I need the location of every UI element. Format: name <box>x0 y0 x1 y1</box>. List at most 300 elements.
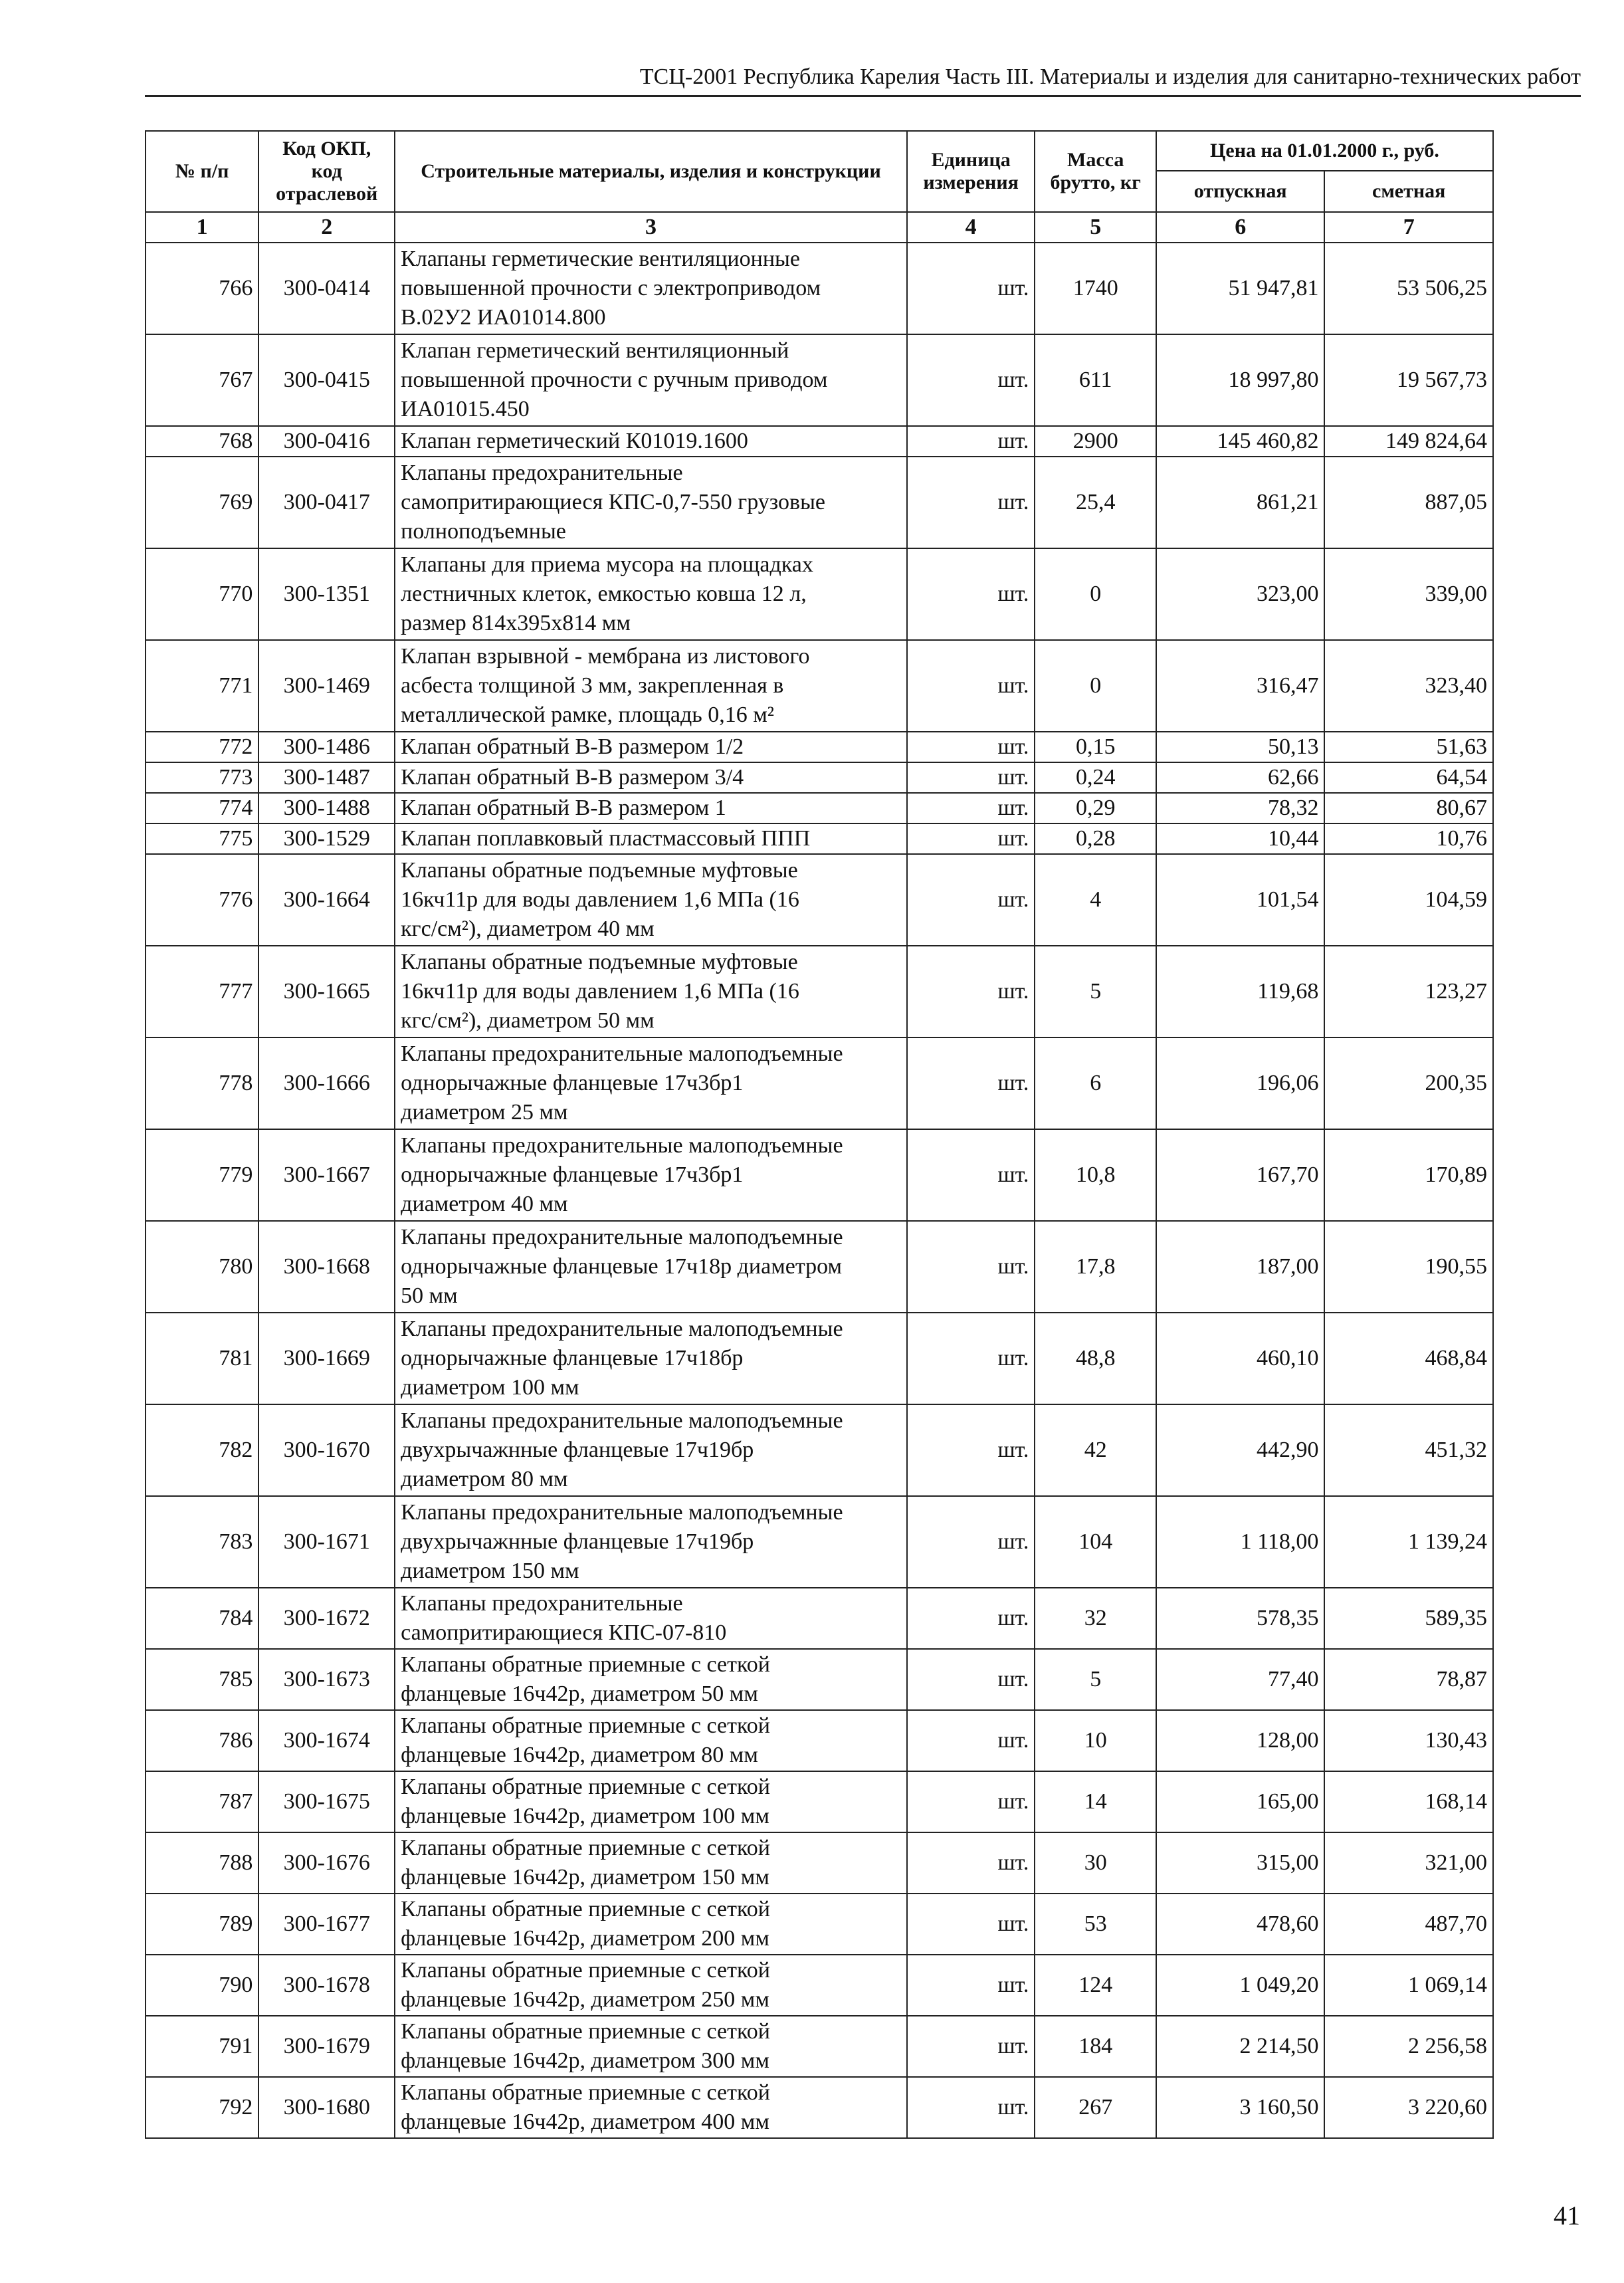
row-unit: шт. <box>907 457 1035 548</box>
row-price-estimate: 468,84 <box>1324 1313 1493 1404</box>
col-header-code-line1: Код ОКП, <box>282 138 371 160</box>
row-unit: шт. <box>907 1588 1035 1649</box>
row-mass: 32 <box>1035 1588 1156 1649</box>
row-code: 300-1668 <box>258 1221 395 1313</box>
row-mass: 48,8 <box>1035 1313 1156 1404</box>
row-price-release: 62,66 <box>1156 762 1324 793</box>
table-row <box>146 548 1493 640</box>
col-number: 4 <box>907 212 1035 243</box>
table-row <box>146 334 1493 426</box>
row-name-line: Клапаны предохранительные малоподъемные <box>401 1500 843 1525</box>
row-number: 790 <box>146 1955 258 2016</box>
row-price-release: 77,40 <box>1156 1649 1324 1710</box>
row-price-estimate: 80,67 <box>1324 793 1493 823</box>
table-row <box>146 1649 1493 1710</box>
row-price-release: 478,60 <box>1156 1894 1324 1955</box>
row-name-line: кгс/см²), диаметром 50 мм <box>401 1008 655 1033</box>
row-name <box>395 1313 907 1404</box>
row-name <box>395 946 907 1037</box>
row-unit: шт. <box>907 1894 1035 1955</box>
col-header-unit: Единица измерения <box>907 131 1035 212</box>
table-row <box>146 1710 1493 1771</box>
price-table <box>145 130 1494 2139</box>
row-price-estimate: 887,05 <box>1324 457 1493 548</box>
row-mass: 0,15 <box>1035 732 1156 762</box>
table-row <box>146 1771 1493 1832</box>
page-header <box>145 63 1581 97</box>
row-number: 788 <box>146 1832 258 1894</box>
row-name <box>395 1496 907 1588</box>
col-header-code-line2: код <box>311 160 342 182</box>
row-price-estimate: 53 506,25 <box>1324 243 1493 334</box>
row-name-line: Клапан герметический вентиляционный <box>401 338 789 363</box>
row-price-release: 3 160,50 <box>1156 2077 1324 2138</box>
row-price-estimate: 339,00 <box>1324 548 1493 640</box>
row-name <box>395 1955 907 2016</box>
row-mass: 267 <box>1035 2077 1156 2138</box>
row-price-estimate: 1 139,24 <box>1324 1496 1493 1588</box>
row-price-estimate: 123,27 <box>1324 946 1493 1037</box>
table-row <box>146 1588 1493 1649</box>
row-unit: шт. <box>907 1129 1035 1221</box>
row-mass: 5 <box>1035 1649 1156 1710</box>
row-name-line: лестничных клеток, емкостью ковша 12 л, <box>401 582 807 606</box>
row-name-line: Клапаны герметические вентиляционные <box>401 247 800 271</box>
row-code: 300-1678 <box>258 1955 395 2016</box>
row-name-line: фланцевые 16ч42р, диаметром 300 мм <box>401 2048 769 2073</box>
row-name-line: Клапаны предохранительные малоподъемные <box>401 1041 843 1066</box>
row-name <box>395 1404 907 1496</box>
row-unit: шт. <box>907 854 1035 946</box>
row-name-line: двухрычажнные фланцевые 17ч19бр <box>401 1529 754 1554</box>
row-name-line: ИА01015.450 <box>401 397 530 421</box>
col-number: 3 <box>395 212 907 243</box>
row-price-release: 167,70 <box>1156 1129 1324 1221</box>
row-unit: шт. <box>907 2016 1035 2077</box>
row-name <box>395 732 907 762</box>
table-row <box>146 1496 1493 1588</box>
row-mass: 30 <box>1035 1832 1156 1894</box>
row-price-estimate: 323,40 <box>1324 640 1493 732</box>
row-name-line: однорычажные фланцевые 17ч18бр <box>401 1346 744 1370</box>
row-price-estimate: 3 220,60 <box>1324 2077 1493 2138</box>
col-number: 2 <box>258 212 395 243</box>
row-name-line: фланцевые 16ч42р, диаметром 200 мм <box>401 1926 769 1951</box>
row-number: 771 <box>146 640 258 732</box>
row-name-line: диаметром 100 мм <box>401 1375 579 1400</box>
row-mass: 42 <box>1035 1404 1156 1496</box>
row-number: 779 <box>146 1129 258 1221</box>
row-price-release: 196,06 <box>1156 1037 1324 1129</box>
row-name-line: Клапаны обратные подъемные муфтовые <box>401 858 798 883</box>
row-number: 770 <box>146 548 258 640</box>
row-price-estimate: 1 069,14 <box>1324 1955 1493 2016</box>
row-code: 300-1671 <box>258 1496 395 1588</box>
row-unit: шт. <box>907 1496 1035 1588</box>
row-unit: шт. <box>907 426 1035 457</box>
row-unit: шт. <box>907 1313 1035 1404</box>
row-price-release: 145 460,82 <box>1156 426 1324 457</box>
row-price-estimate: 2 256,58 <box>1324 2016 1493 2077</box>
row-code: 300-1673 <box>258 1649 395 1710</box>
row-name-line: Клапаны обратные приемные с сеткой <box>401 1958 770 1983</box>
row-mass: 17,8 <box>1035 1221 1156 1313</box>
row-price-release: 119,68 <box>1156 946 1324 1037</box>
row-name-line: Клапаны предохранительные малоподъемные <box>401 1408 843 1433</box>
row-mass: 14 <box>1035 1771 1156 1832</box>
col-header-num: № п/п <box>146 131 258 212</box>
row-price-estimate: 589,35 <box>1324 1588 1493 1649</box>
col-number: 1 <box>146 212 258 243</box>
row-name <box>395 243 907 334</box>
row-name-line: Клапаны предохранительные <box>401 1591 683 1616</box>
row-name-line: Клапаны обратные приемные с сеткой <box>401 1652 770 1677</box>
row-code: 300-1679 <box>258 2016 395 2077</box>
row-price-release: 165,00 <box>1156 1771 1324 1832</box>
header-title: ТСЦ-2001 Республика Карелия Часть III. Материалы и изделия для санитарно-технических работ <box>639 64 1581 89</box>
row-name <box>395 823 907 854</box>
row-name-line: однорычажные фланцевые 17ч3бр1 <box>401 1162 744 1187</box>
row-number: 774 <box>146 793 258 823</box>
row-name-line: Клапан поплавковый пластмассовый ППП <box>401 826 811 851</box>
row-price-release: 51 947,81 <box>1156 243 1324 334</box>
row-name-line: 16кч11р для воды давлением 1,6 МПа (16 <box>401 979 799 1004</box>
row-name <box>395 1894 907 1955</box>
row-code: 300-1486 <box>258 732 395 762</box>
row-name-line: Клапаны предохранительные малоподъемные <box>401 1317 843 1341</box>
row-price-estimate: 78,87 <box>1324 1649 1493 1710</box>
row-name <box>395 762 907 793</box>
row-name-line: кгс/см²), диаметром 40 мм <box>401 917 655 941</box>
row-code: 300-1676 <box>258 1832 395 1894</box>
row-code: 300-1665 <box>258 946 395 1037</box>
row-name-line: полноподъемные <box>401 519 566 544</box>
row-price-release: 315,00 <box>1156 1832 1324 1894</box>
row-price-estimate: 190,55 <box>1324 1221 1493 1313</box>
row-name-line: металлической рамке, площадь 0,16 м² <box>401 703 774 727</box>
row-mass: 25,4 <box>1035 457 1156 548</box>
row-unit: шт. <box>907 1771 1035 1832</box>
row-unit: шт. <box>907 1832 1035 1894</box>
table-row <box>146 946 1493 1037</box>
table-row <box>146 640 1493 732</box>
row-code: 300-0415 <box>258 334 395 426</box>
row-name <box>395 640 907 732</box>
row-code: 300-1487 <box>258 762 395 793</box>
row-mass: 0,28 <box>1035 823 1156 854</box>
row-unit: шт. <box>907 1955 1035 2016</box>
row-name-line: 16кч11р для воды давлением 1,6 МПа (16 <box>401 887 799 912</box>
table-row <box>146 243 1493 334</box>
row-price-release: 316,47 <box>1156 640 1324 732</box>
row-price-release: 442,90 <box>1156 1404 1324 1496</box>
row-name <box>395 1771 907 1832</box>
row-name-line: Клапан обратный В-В размером 1 <box>401 796 726 820</box>
row-name-line: фланцевые 16ч42р, диаметром 250 мм <box>401 1987 769 2012</box>
row-name-line: диаметром 40 мм <box>401 1192 568 1216</box>
row-price-estimate: 64,54 <box>1324 762 1493 793</box>
row-number: 777 <box>146 946 258 1037</box>
row-name-line: диаметром 80 мм <box>401 1467 568 1491</box>
row-mass: 53 <box>1035 1894 1156 1955</box>
row-price-release: 78,32 <box>1156 793 1324 823</box>
row-number: 787 <box>146 1771 258 1832</box>
row-number: 768 <box>146 426 258 457</box>
row-name <box>395 1649 907 1710</box>
row-name-line: Клапаны обратные приемные с сеткой <box>401 1836 770 1860</box>
row-price-release: 460,10 <box>1156 1313 1324 1404</box>
row-code: 300-1488 <box>258 793 395 823</box>
row-name <box>395 2016 907 2077</box>
table-row <box>146 1894 1493 1955</box>
row-mass: 5 <box>1035 946 1156 1037</box>
row-unit: шт. <box>907 1710 1035 1771</box>
row-number: 769 <box>146 457 258 548</box>
row-name-line: диаметром 25 мм <box>401 1100 568 1125</box>
row-mass: 611 <box>1035 334 1156 426</box>
row-mass: 184 <box>1035 2016 1156 2077</box>
row-name-line: Клапаны обратные приемные с сеткой <box>401 1775 770 1799</box>
row-name-line: Клапаны обратные подъемные муфтовые <box>401 950 798 974</box>
table-row <box>146 1037 1493 1129</box>
row-price-release: 861,21 <box>1156 457 1324 548</box>
row-name-line: фланцевые 16ч42р, диаметром 50 мм <box>401 1682 758 1706</box>
row-number: 776 <box>146 854 258 946</box>
row-number: 782 <box>146 1404 258 1496</box>
row-name <box>395 1129 907 1221</box>
col-number: 5 <box>1035 212 1156 243</box>
row-price-release: 18 997,80 <box>1156 334 1324 426</box>
row-code: 300-1675 <box>258 1771 395 1832</box>
row-unit: шт. <box>907 1649 1035 1710</box>
row-mass: 2900 <box>1035 426 1156 457</box>
row-price-estimate: 10,76 <box>1324 823 1493 854</box>
row-name <box>395 426 907 457</box>
table-row <box>146 457 1493 548</box>
row-mass: 0,29 <box>1035 793 1156 823</box>
row-price-estimate: 487,70 <box>1324 1894 1493 1955</box>
row-number: 789 <box>146 1894 258 1955</box>
row-name <box>395 793 907 823</box>
row-unit: шт. <box>907 243 1035 334</box>
row-name-line: Клапаны предохранительные малоподъемные <box>401 1225 843 1250</box>
row-name-line: повышенной прочности с ручным приводом <box>401 368 828 392</box>
row-name-line: повышенной прочности с электроприводом <box>401 276 821 300</box>
row-mass: 10,8 <box>1035 1129 1156 1221</box>
row-code: 300-1680 <box>258 2077 395 2138</box>
row-name-line: Клапан обратный В-В размером 1/2 <box>401 734 744 759</box>
row-unit: шт. <box>907 1221 1035 1313</box>
row-price-estimate: 19 567,73 <box>1324 334 1493 426</box>
row-mass: 124 <box>1035 1955 1156 2016</box>
col-header-code <box>258 131 395 212</box>
row-mass: 0,24 <box>1035 762 1156 793</box>
row-mass: 6 <box>1035 1037 1156 1129</box>
row-name-line: однорычажные фланцевые 17ч18р диаметром <box>401 1254 842 1279</box>
row-mass: 4 <box>1035 854 1156 946</box>
row-name-line: диаметром 150 мм <box>401 1559 579 1583</box>
row-name-line: фланцевые 16ч42р, диаметром 150 мм <box>401 1865 769 1890</box>
row-price-release: 578,35 <box>1156 1588 1324 1649</box>
col-header-price-estimate: сметная <box>1324 171 1493 212</box>
row-name-line: однорычажные фланцевые 17ч3бр1 <box>401 1071 744 1095</box>
row-name-line: фланцевые 16ч42р, диаметром 80 мм <box>401 1743 758 1767</box>
table-row <box>146 2016 1493 2077</box>
table-row <box>146 823 1493 854</box>
row-name-line: асбеста толщиной 3 мм, закрепленная в <box>401 673 784 698</box>
row-code: 300-1664 <box>258 854 395 946</box>
row-code: 300-1667 <box>258 1129 395 1221</box>
table-row <box>146 762 1493 793</box>
row-mass: 0 <box>1035 548 1156 640</box>
row-name-line: Клапан взрывной - мембрана из листового <box>401 644 810 669</box>
row-unit: шт. <box>907 823 1035 854</box>
row-unit: шт. <box>907 1404 1035 1496</box>
table-row <box>146 2077 1493 2138</box>
row-name-line: Клапаны обратные приемные с сеткой <box>401 1897 770 1921</box>
table-body <box>146 243 1493 2138</box>
row-price-release: 10,44 <box>1156 823 1324 854</box>
row-price-estimate: 130,43 <box>1324 1710 1493 1771</box>
row-price-estimate: 168,14 <box>1324 1771 1493 1832</box>
row-code: 300-1674 <box>258 1710 395 1771</box>
row-name <box>395 854 907 946</box>
row-number: 791 <box>146 2016 258 2077</box>
row-code: 300-1351 <box>258 548 395 640</box>
row-price-release: 101,54 <box>1156 854 1324 946</box>
row-number: 778 <box>146 1037 258 1129</box>
table-row <box>146 793 1493 823</box>
row-unit: шт. <box>907 793 1035 823</box>
row-code: 300-0417 <box>258 457 395 548</box>
row-name-line: В.02У2 ИА01014.800 <box>401 305 606 330</box>
row-code: 300-1672 <box>258 1588 395 1649</box>
row-code: 300-1677 <box>258 1894 395 1955</box>
col-number: 6 <box>1156 212 1324 243</box>
row-name-line: самопритирающиеся КПС-0,7-550 грузовые <box>401 490 826 514</box>
row-name-line: Клапаны обратные приемные с сеткой <box>401 2080 770 2105</box>
row-name-line: фланцевые 16ч42р, диаметром 400 мм <box>401 2110 769 2134</box>
page-number: 41 <box>1554 2201 1580 2230</box>
row-price-estimate: 451,32 <box>1324 1404 1493 1496</box>
row-code: 300-1529 <box>258 823 395 854</box>
row-number: 781 <box>146 1313 258 1404</box>
row-unit: шт. <box>907 640 1035 732</box>
row-name <box>395 548 907 640</box>
row-number: 785 <box>146 1649 258 1710</box>
row-price-estimate: 170,89 <box>1324 1129 1493 1221</box>
row-number: 792 <box>146 2077 258 2138</box>
row-name <box>395 1037 907 1129</box>
row-name <box>395 1710 907 1771</box>
table-row <box>146 1221 1493 1313</box>
row-price-estimate: 104,59 <box>1324 854 1493 946</box>
col-number: 7 <box>1324 212 1493 243</box>
row-name-line: Клапаны обратные приемные с сеткой <box>401 2019 770 2044</box>
column-number-row <box>146 212 1493 243</box>
row-code: 300-1670 <box>258 1404 395 1496</box>
row-unit: шт. <box>907 2077 1035 2138</box>
row-name-line: Клапан обратный В-В размером 3/4 <box>401 765 744 790</box>
row-name <box>395 1832 907 1894</box>
row-code: 300-0414 <box>258 243 395 334</box>
row-price-release: 2 214,50 <box>1156 2016 1324 2077</box>
row-name <box>395 334 907 426</box>
row-price-release: 1 118,00 <box>1156 1496 1324 1588</box>
row-unit: шт. <box>907 946 1035 1037</box>
table-row <box>146 1955 1493 2016</box>
row-name-line: самопритирающиеся КПС-07-810 <box>401 1620 727 1645</box>
row-name <box>395 1221 907 1313</box>
row-name <box>395 2077 907 2138</box>
row-name-line: фланцевые 16ч42р, диаметром 100 мм <box>401 1804 769 1828</box>
table-row <box>146 1313 1493 1404</box>
col-header-mass: Масса брутто, кг <box>1035 131 1156 212</box>
col-header-price-group: Цена на 01.01.2000 г., руб. <box>1156 131 1493 171</box>
row-name-line: Клапаны предохранительные <box>401 461 683 485</box>
table-row <box>146 1129 1493 1221</box>
row-price-release: 128,00 <box>1156 1710 1324 1771</box>
row-price-release: 1 049,20 <box>1156 1955 1324 2016</box>
table-row <box>146 426 1493 457</box>
col-header-name: Строительные материалы, изделия и конструкции <box>395 131 907 212</box>
table-row <box>146 1404 1493 1496</box>
row-number: 775 <box>146 823 258 854</box>
row-number: 766 <box>146 243 258 334</box>
col-header-code-line3: отраслевой <box>276 183 378 205</box>
row-mass: 1740 <box>1035 243 1156 334</box>
row-number: 773 <box>146 762 258 793</box>
row-number: 772 <box>146 732 258 762</box>
table-header-row <box>146 131 1493 171</box>
row-code: 300-0416 <box>258 426 395 457</box>
row-number: 783 <box>146 1496 258 1588</box>
row-mass: 10 <box>1035 1710 1156 1771</box>
row-name-line: размер 814х395х814 мм <box>401 611 631 635</box>
row-name-line: Клапаны для приема мусора на площадках <box>401 552 813 577</box>
row-mass: 0 <box>1035 640 1156 732</box>
row-mass: 104 <box>1035 1496 1156 1588</box>
row-price-release: 323,00 <box>1156 548 1324 640</box>
row-number: 784 <box>146 1588 258 1649</box>
row-number: 780 <box>146 1221 258 1313</box>
row-name <box>395 457 907 548</box>
row-unit: шт. <box>907 1037 1035 1129</box>
row-price-estimate: 51,63 <box>1324 732 1493 762</box>
row-name-line: Клапаны обратные приемные с сеткой <box>401 1713 770 1738</box>
row-code: 300-1669 <box>258 1313 395 1404</box>
row-price-estimate: 321,00 <box>1324 1832 1493 1894</box>
row-name-line: двухрычажнные фланцевые 17ч19бр <box>401 1438 754 1462</box>
row-code: 300-1469 <box>258 640 395 732</box>
row-price-estimate: 200,35 <box>1324 1037 1493 1129</box>
row-name-line: Клапан герметический К01019.1600 <box>401 429 748 453</box>
row-unit: шт. <box>907 762 1035 793</box>
col-header-price-release: отпускная <box>1156 171 1324 212</box>
row-name-line: Клапаны предохранительные малоподъемные <box>401 1133 843 1158</box>
row-name <box>395 1588 907 1649</box>
row-name-line: 50 мм <box>401 1283 458 1308</box>
row-unit: шт. <box>907 732 1035 762</box>
table-row <box>146 1832 1493 1894</box>
table-row <box>146 732 1493 762</box>
row-price-release: 50,13 <box>1156 732 1324 762</box>
row-number: 786 <box>146 1710 258 1771</box>
row-unit: шт. <box>907 548 1035 640</box>
row-price-release: 187,00 <box>1156 1221 1324 1313</box>
row-price-estimate: 149 824,64 <box>1324 426 1493 457</box>
row-number: 767 <box>146 334 258 426</box>
